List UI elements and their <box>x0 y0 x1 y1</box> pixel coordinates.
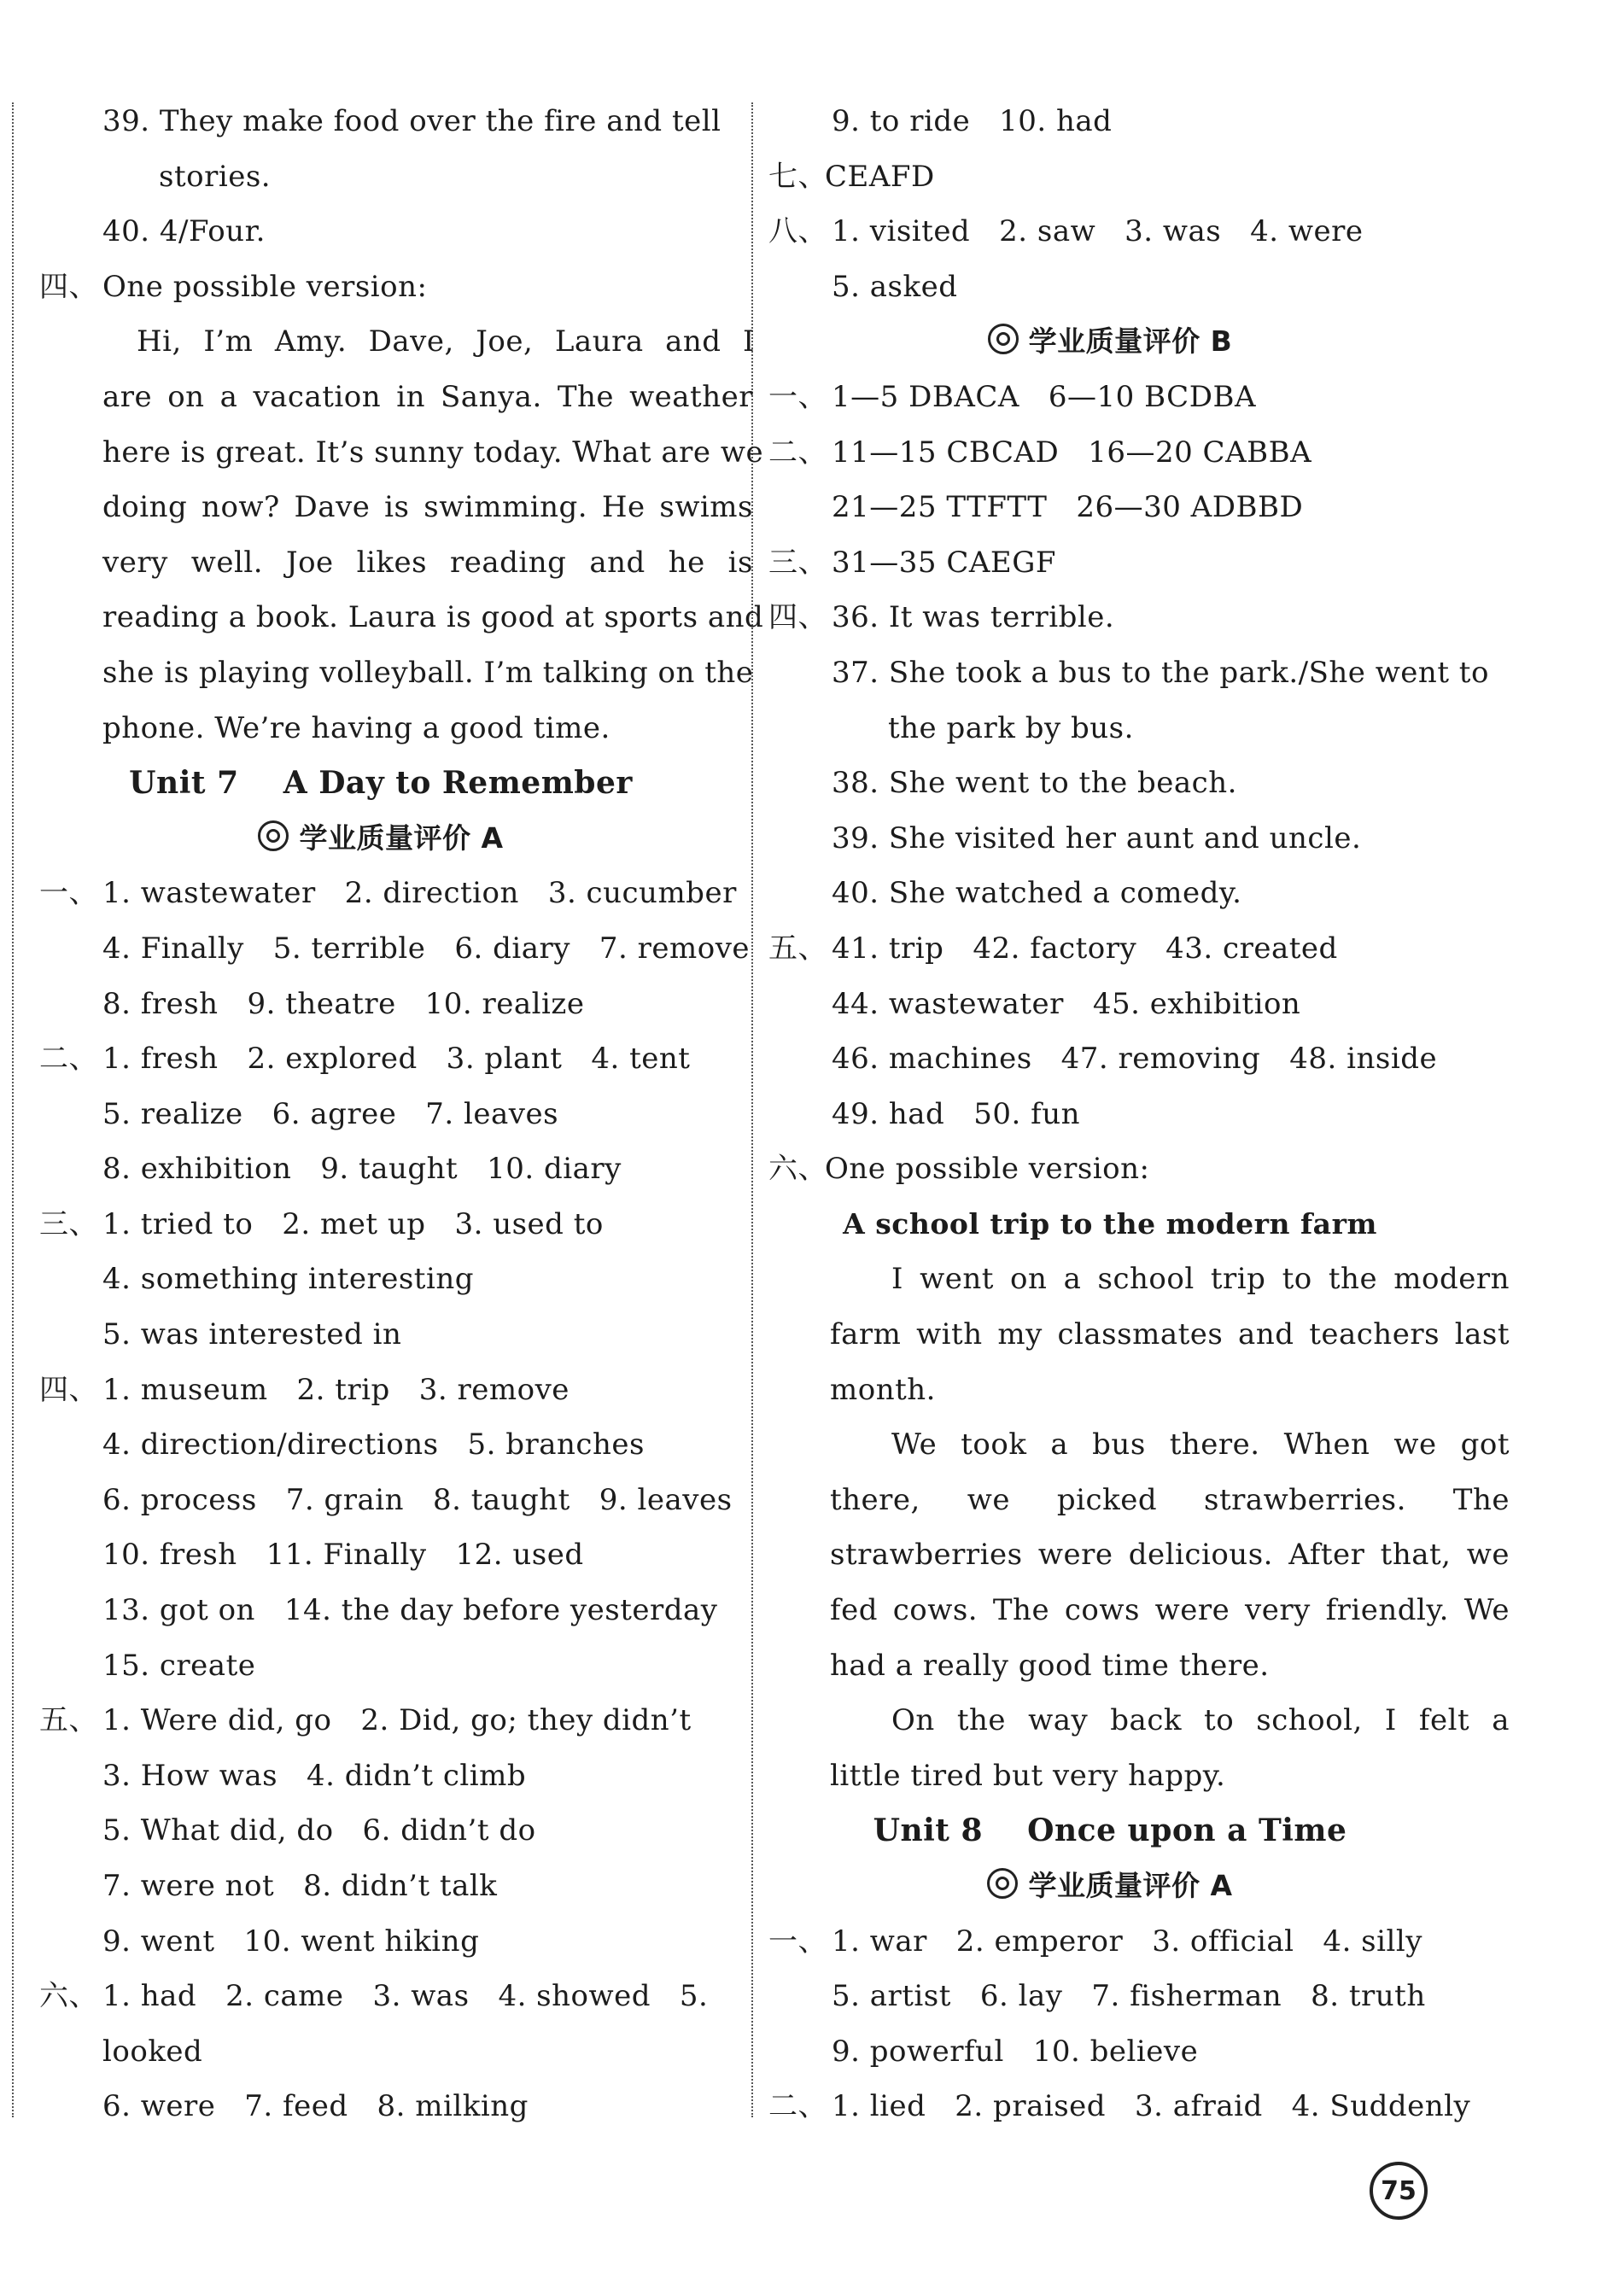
essay-line: she is playing volleyball. I’m talking on the <box>102 655 754 690</box>
answer-line: 41. trip 42. factory 43. created <box>832 931 1338 966</box>
section-marker: 四、 <box>768 600 827 635</box>
answer-line: stories. <box>159 159 272 194</box>
essay-line: We took a bus there. When we got <box>891 1427 1510 1462</box>
essay-line: On the way back to school, I felt a <box>891 1703 1510 1738</box>
essay-line: are on a vacation in Sanya. The weather <box>102 379 753 414</box>
answer-line: 15. create <box>102 1648 256 1683</box>
section-marker: 四、 <box>39 269 98 304</box>
essay-line: here is great. It’s sunny today. What are we <box>102 435 764 470</box>
answer-line: 1. tried to 2. met up 3. used to <box>102 1206 604 1241</box>
essay-title: A school trip to the modern farm <box>843 1206 1377 1241</box>
essay-line: Hi, I’m Amy. Dave, Joe, Laura and I <box>137 324 755 359</box>
left-margin-rule <box>12 102 14 2117</box>
target-icon <box>988 324 1019 354</box>
answer-line: 1. wastewater 2. direction 3. cucumber <box>102 876 737 911</box>
answer-line: 3. How was 4. didn’t climb <box>102 1758 527 1793</box>
answer-line: 5. was interested in <box>102 1317 402 1352</box>
right-column <box>768 94 1510 2134</box>
unit-heading: Unit 7 A Day to Remember <box>129 765 633 802</box>
section-marker: 一、 <box>768 379 827 414</box>
section-marker: 一、 <box>768 1924 827 1959</box>
answer-line: 1. Were did, go 2. Did, go; they didn’t <box>102 1703 692 1738</box>
unit-heading: Unit 8 Once upon a Time <box>873 1813 1347 1849</box>
section-marker: 五、 <box>39 1703 98 1738</box>
answer-line: 49. had 50. fun <box>832 1096 1080 1131</box>
essay-line: strawberries were delicious. After that, we <box>830 1538 1510 1573</box>
section-marker: 六、 <box>39 1979 98 2014</box>
answer-line: 8. exhibition 9. taught 10. diary <box>102 1152 622 1187</box>
answer-line: 11—15 CBCAD 16—20 CABBA <box>832 435 1312 470</box>
section-marker: 二、 <box>768 435 827 470</box>
essay-line: fed cows. The cows were very friendly. We <box>830 1593 1510 1628</box>
answer-line: looked <box>102 2034 203 2069</box>
section-marker: 四、 <box>39 1372 98 1407</box>
answer-line: 7. were not 8. didn’t talk <box>102 1869 498 1903</box>
essay-line: there, we picked strawberries. The <box>830 1482 1510 1517</box>
answer-line: 9. powerful 10. believe <box>832 2034 1199 2069</box>
target-icon <box>987 1868 1018 1899</box>
answer-line: 40. She watched a comedy. <box>832 876 1242 911</box>
answer-line: 5. realize 6. agree 7. leaves <box>102 1096 559 1131</box>
answer-line: 44. wastewater 45. exhibition <box>832 986 1301 1021</box>
section-marker: 七、 <box>768 159 827 194</box>
answer-line: 39. They make food over the fire and tell <box>102 104 721 138</box>
answer-line: 10. fresh 11. Finally 12. used <box>102 1538 584 1573</box>
target-icon <box>258 820 289 851</box>
answer-line: 1. museum 2. trip 3. remove <box>102 1372 570 1407</box>
answer-line: CEAFD <box>825 159 935 194</box>
answer-line: 6. were 7. feed 8. milking <box>102 2089 529 2124</box>
page-number: 75 <box>1370 2162 1428 2220</box>
answer-line: 8. fresh 9. theatre 10. realize <box>102 986 585 1021</box>
essay-line: doing now? Dave is swimming. He swims <box>102 490 753 525</box>
answer-line: 4. Finally 5. terrible 6. diary 7. remove <box>102 931 751 966</box>
section-marker: 八、 <box>768 214 827 249</box>
answer-line: 1. fresh 2. explored 3. plant 4. tent <box>102 1042 691 1077</box>
answer-line: 21—25 TTFTT 26—30 ADBBD <box>832 490 1304 525</box>
answer-line: 9. to ride 10. had <box>832 104 1113 138</box>
essay-line: I went on a school trip to the modern <box>891 1262 1510 1297</box>
answer-line: 39. She visited her aunt and uncle. <box>832 820 1362 855</box>
answer-line: 40. 4/Four. <box>102 214 266 249</box>
answer-line: 1. visited 2. saw 3. was 4. were <box>832 214 1364 249</box>
answer-line: 4. direction/directions 5. branches <box>102 1427 645 1462</box>
answer-line: 1. lied 2. praised 3. afraid 4. Suddenly <box>832 2089 1471 2124</box>
answer-line: 31—35 CAEGF <box>832 545 1056 580</box>
answer-line: 37. She took a bus to the park./She went to <box>832 655 1489 690</box>
answer-line: 38. She went to the beach. <box>832 766 1237 801</box>
evaluation-heading: 学业质量评价 A <box>299 820 504 855</box>
evaluation-heading: 学业质量评价 A <box>1028 1869 1233 1902</box>
essay-line: month. <box>830 1372 936 1407</box>
section-marker: 二、 <box>39 1042 98 1077</box>
answer-line: 1—5 DBACA 6—10 BCDBA <box>832 379 1256 414</box>
answer-line: 6. process 7. grain 8. taught 9. leaves <box>102 1482 733 1517</box>
answer-line: 5. What did, do 6. didn’t do <box>102 1813 536 1848</box>
essay-line: reading a book. Laura is good at sports and <box>102 600 764 635</box>
section-marker: 三、 <box>768 545 827 580</box>
section-label: One possible version: <box>102 269 428 304</box>
answer-line: 9. went 10. went hiking <box>102 1924 480 1959</box>
section-label: One possible version: <box>825 1152 1150 1187</box>
answer-line: 1. had 2. came 3. was 4. showed 5. <box>102 1979 709 2014</box>
answer-line: 5. artist 6. lay 7. fisherman 8. truth <box>832 1979 1426 2014</box>
left-column <box>39 94 764 2134</box>
answer-line: 1. war 2. emperor 3. official 4. silly <box>832 1924 1422 1959</box>
essay-line: farm with my classmates and teachers last <box>830 1317 1510 1352</box>
essay-line: had a really good time there. <box>830 1648 1270 1683</box>
section-marker: 三、 <box>39 1206 98 1241</box>
answer-line: 13. got on 14. the day before yesterday <box>102 1593 718 1628</box>
section-marker: 二、 <box>768 2089 827 2124</box>
answer-line: the park by bus. <box>888 710 1134 745</box>
essay-line: phone. We’re having a good time. <box>102 710 610 745</box>
evaluation-heading: 学业质量评价 B <box>1028 324 1233 359</box>
essay-line: little tired but very happy. <box>830 1758 1226 1793</box>
section-marker: 六、 <box>768 1152 827 1187</box>
answer-line: 46. machines 47. removing 48. inside <box>832 1042 1438 1077</box>
section-marker: 一、 <box>39 876 98 911</box>
essay-line: very well. Joe likes reading and he is <box>102 545 753 580</box>
answer-line: 5. asked <box>832 269 958 304</box>
answer-line: 4. something interesting <box>102 1262 475 1297</box>
section-marker: 五、 <box>768 931 827 966</box>
answer-line: 36. It was terrible. <box>832 600 1115 635</box>
